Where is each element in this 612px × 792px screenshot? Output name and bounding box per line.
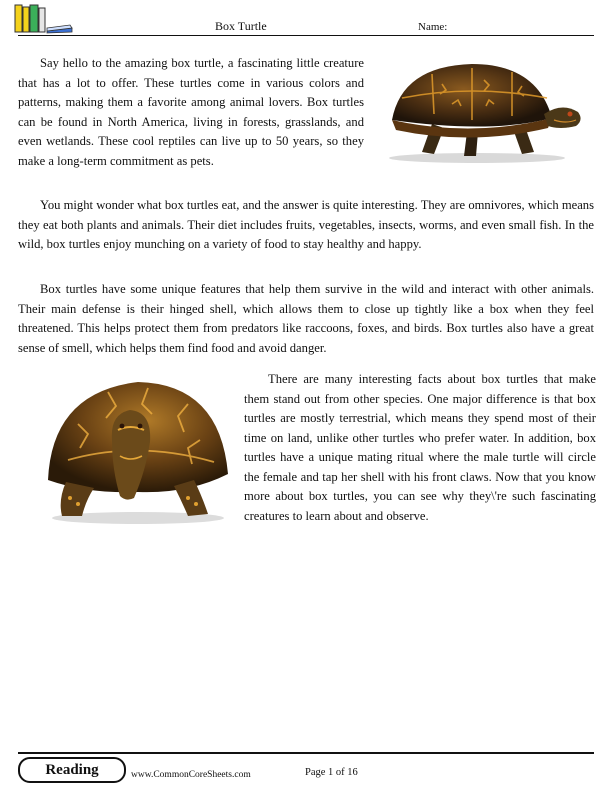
paragraph-diet-text: You might wonder what box turtles eat, and the answer is quite interesting. They are omnivores, which means they eat both plants and animals. Their diet includes fruits, vegetables, insects, worms, and even small fish. In the wild, box turtles enjoy munching on a variety of food to stay healthy and happy. — [18, 198, 594, 251]
header-divider — [18, 35, 594, 36]
footer-divider — [18, 752, 594, 754]
worksheet-title: Box Turtle — [215, 19, 267, 33]
paragraph-diet — [18, 196, 594, 255]
website-link[interactable]: www.CommonCoreSheets.com — [131, 770, 251, 780]
paragraph-intro-text: Say hello to the amazing box turtle, a fascinating little creature that has a lot to offer. These turtles come in various colors and patterns, making them a favorite among animal lovers. Box turtles can be found in North America, living in forests, grasslands, and even wetlands. These cool reptiles can live up to 50 years, so they make a long-term commitment as pets. — [18, 56, 364, 168]
page-header — [0, 0, 612, 40]
paragraph-facts — [244, 370, 596, 526]
paragraph-intro — [18, 54, 364, 171]
paragraph-features-text: Box turtles have some unique features that help them survive in the wild and interact with other animals. Their main defense is their hinged shell, which allows them to close up tightly like a box when they feel threatened. This helps protect them from predators like raccoons, foxes, and birds. Box turtles also have a great sense of smell, which helps them find food and avoid danger. — [18, 282, 594, 355]
paragraph-facts-text: There are many interesting facts about box turtles that make them stand out from other species. One major difference is that box turtles are mostly terrestrial, which means they spend most of their time on land, unlike other turtles who prefer water. In addition, box turtles have a unique mating ritual where the male turtle will circle the female and tap her shell with his front claws. Now that you know more about box turtles, you can see why they\'re such fascinating creatures to learn about and observe. — [244, 372, 596, 523]
name-label: Name: — [418, 21, 448, 33]
box-turtle-front-photo — [38, 370, 234, 526]
books-logo-icon — [14, 4, 74, 34]
box-turtle-photo — [372, 54, 588, 164]
paragraph-features — [18, 280, 594, 358]
page-number: Page 1 of 16 — [305, 767, 358, 778]
reading-badge: Reading — [18, 757, 126, 783]
